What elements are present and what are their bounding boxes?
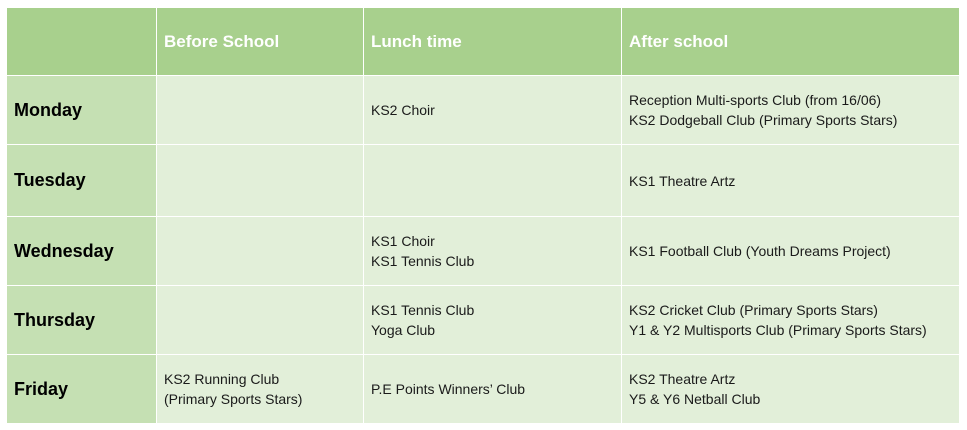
club-entry: KS2 Theatre Artz	[629, 371, 736, 387]
club-entry: Y5 & Y6 Netball Club	[629, 391, 761, 407]
club-entry: KS1 Football Club (Youth Dreams Project)	[629, 243, 891, 259]
column-header-lunch-time: Lunch time	[364, 8, 622, 76]
table-row	[7, 286, 960, 355]
after-school-cell	[622, 145, 960, 217]
lunch-time-cell	[364, 217, 622, 286]
before-school-cell	[157, 355, 364, 424]
club-entry: KS1 Theatre Artz	[629, 172, 736, 189]
table-row	[7, 76, 960, 145]
club-entry: KS2 Cricket Club (Primary Sports Stars)	[629, 302, 878, 318]
day-label: Thursday	[7, 286, 157, 355]
club-entry: KS2 Dodgeball Club (Primary Sports Stars)	[629, 112, 898, 128]
club-entry: Y1 & Y2 Multisports Club (Primary Sports Stars)	[629, 322, 927, 338]
after-school-cell	[622, 76, 960, 145]
after-school-cell	[622, 286, 960, 355]
club-entry: KS2 Running Club	[164, 371, 280, 387]
corner-cell	[7, 8, 157, 76]
club-entry: P.E Points Winners’ Club	[371, 381, 526, 397]
lunch-time-cell	[364, 145, 622, 217]
day-label: Friday	[7, 355, 157, 424]
before-school-cell	[157, 145, 364, 217]
table-row	[7, 355, 960, 424]
table-row	[7, 145, 960, 217]
lunch-time-cell	[364, 76, 622, 145]
club-entry: Reception Multi-sports Club (from 16/06)	[629, 92, 882, 108]
lunch-time-cell	[364, 355, 622, 424]
day-label: Monday	[7, 76, 157, 145]
header-row	[7, 8, 960, 76]
club-entry: (Primary Sports Stars)	[164, 391, 303, 407]
club-entry: KS1 Tennis Club	[371, 253, 475, 269]
after-school-cell	[622, 217, 960, 286]
column-header-before-school: Before School	[157, 8, 364, 76]
table-row	[7, 217, 960, 286]
after-school-cell	[622, 355, 960, 424]
club-entry: Yoga Club	[371, 322, 436, 338]
clubs-timetable	[6, 7, 960, 424]
club-entry: KS1 Choir	[371, 233, 435, 249]
before-school-cell	[157, 76, 364, 145]
club-entry: KS2 Choir	[371, 102, 435, 118]
club-entry: KS1 Tennis Club	[371, 302, 475, 318]
column-header-after-school: After school	[622, 8, 960, 76]
before-school-cell	[157, 286, 364, 355]
lunch-time-cell	[364, 286, 622, 355]
day-label: Wednesday	[7, 217, 157, 286]
day-label: Tuesday	[7, 145, 157, 217]
before-school-cell	[157, 217, 364, 286]
